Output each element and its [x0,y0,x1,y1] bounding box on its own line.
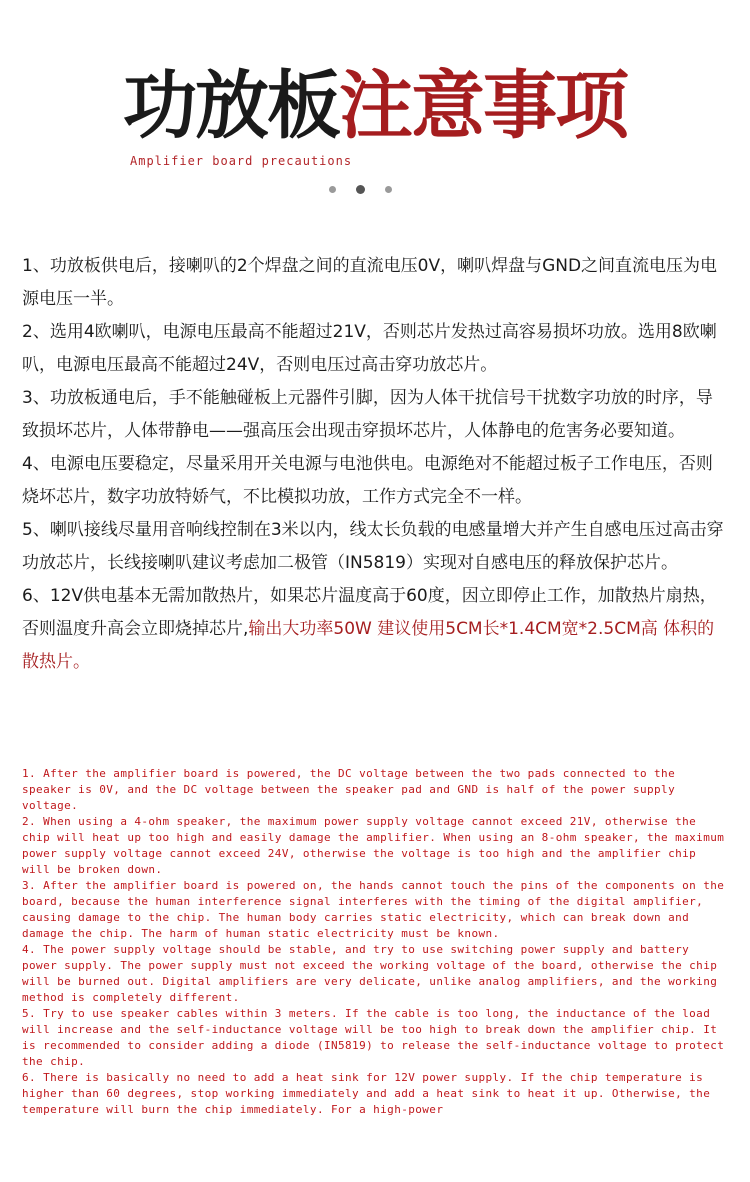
cn-note-3: 3、功放板通电后，手不能触碰板上元器件引脚，因为人体干扰信号干扰数字功放的时序，导致损坏芯片，人体带静电——强高压会出现击穿损坏芯片，人体静电的危害务必要知道。 [22,388,713,441]
cn-note-6 [22,580,728,679]
en-note-1: 1. After the amplifier board is powered, the DC voltage between the two pads connected to the speaker is 0V, and the DC voltage between the speaker pad and GND is half of the power supply voltage. [22,767,676,812]
chinese-notes [22,250,728,679]
en-note-6: 6. There is basically no need to add a heat sink for 12V power supply. If the chip temperature is higher than 60 degrees, stop working immediately and add a heat sink to heat it up. Otherwise, the temperature will burn the chip immediately. For a high-power [22,1071,711,1116]
carousel-dots [329,184,399,196]
cn-note-6-highlight: 输出大功率50W 建议使用5CM长*1.4CM宽*2.5CM高 体积的散热片。 [22,619,715,672]
en-note-4: 4. The power supply voltage should be stable, and try to use switching power supply and battery power supply. The power supply must not exceed the working voltage of the board, otherwise the chip will be burned out. Digital amplifiers are very delicate, unlike analog amplifiers, and the working method is completely different. [22,943,718,1004]
english-notes [22,766,728,1136]
carousel-dot[interactable] [329,186,336,193]
carousel-dot-active[interactable] [356,185,365,194]
page-subtitle: Amplifier board precautions [130,154,353,168]
cn-note-6-text: 6、12V供电基本无需加散热片，如果芯片温度高于60度，因立即停止工作，加散热片扇热，否则温度升高会立即烧掉芯片, [22,586,717,639]
cn-note-5: 5、喇叭接线尽量用音响线控制在3米以内，线太长负载的电感量增大并产生自感电压过高击穿功放芯片，长线接喇叭建议考虑加二极管（IN5819）实现对自感电压的释放保护芯片。 [22,520,724,573]
en-note-2: 2. When using a 4-ohm speaker, the maximum power supply voltage cannot exceed 21V, otherwise the chip will heat up too high and easily damage the amplifier. When using an 8-ohm speaker, the maximum power supply voltage cannot exceed 24V, otherwise the voltage is too high and the amplifier chip will be broken down. [22,815,725,876]
en-note-3: 3. After the amplifier board is powered on, the hands cannot touch the pins of the components on the board, because the human interference signal interferes with the timing of the digital amplifier, causing damage to the chip. The human body carries static electricity, which can break down and damage the chip. The harm of human static electricity must be known. [22,879,725,940]
cn-note-4: 4、电源电压要稳定，尽量采用开关电源与电池供电。电源绝对不能超过板子工作电压，否则烧坏芯片，数字功放特娇气，不比模拟功放，工作方式完全不一样。 [22,454,713,507]
cn-note-1: 1、功放板供电后，接喇叭的2个焊盘之间的直流电压0V，喇叭焊盘与GND之间直流电压为电源电压一半。 [22,256,718,309]
en-note-5: 5. Try to use speaker cables within 3 meters. If the cable is too long, the inductance of the load will increase and the self-inductance voltage will be too high to break down the amplifier chip. It is recommended to consider adding a diode (IN5819) to release the self-inductance voltage to protect the chip. [22,1007,725,1068]
cn-note-2: 2、选用4欧喇叭，电源电压最高不能超过21V，否则芯片发热过高容易损坏功放。选用8欧喇叭，电源电压最高不能超过24V，否则电压过高击穿功放芯片。 [22,322,717,375]
carousel-dot[interactable] [385,186,392,193]
title-red-part: 注意事项 [339,63,627,149]
page-title [0,64,750,148]
title-black-part: 功放板 [123,63,339,149]
